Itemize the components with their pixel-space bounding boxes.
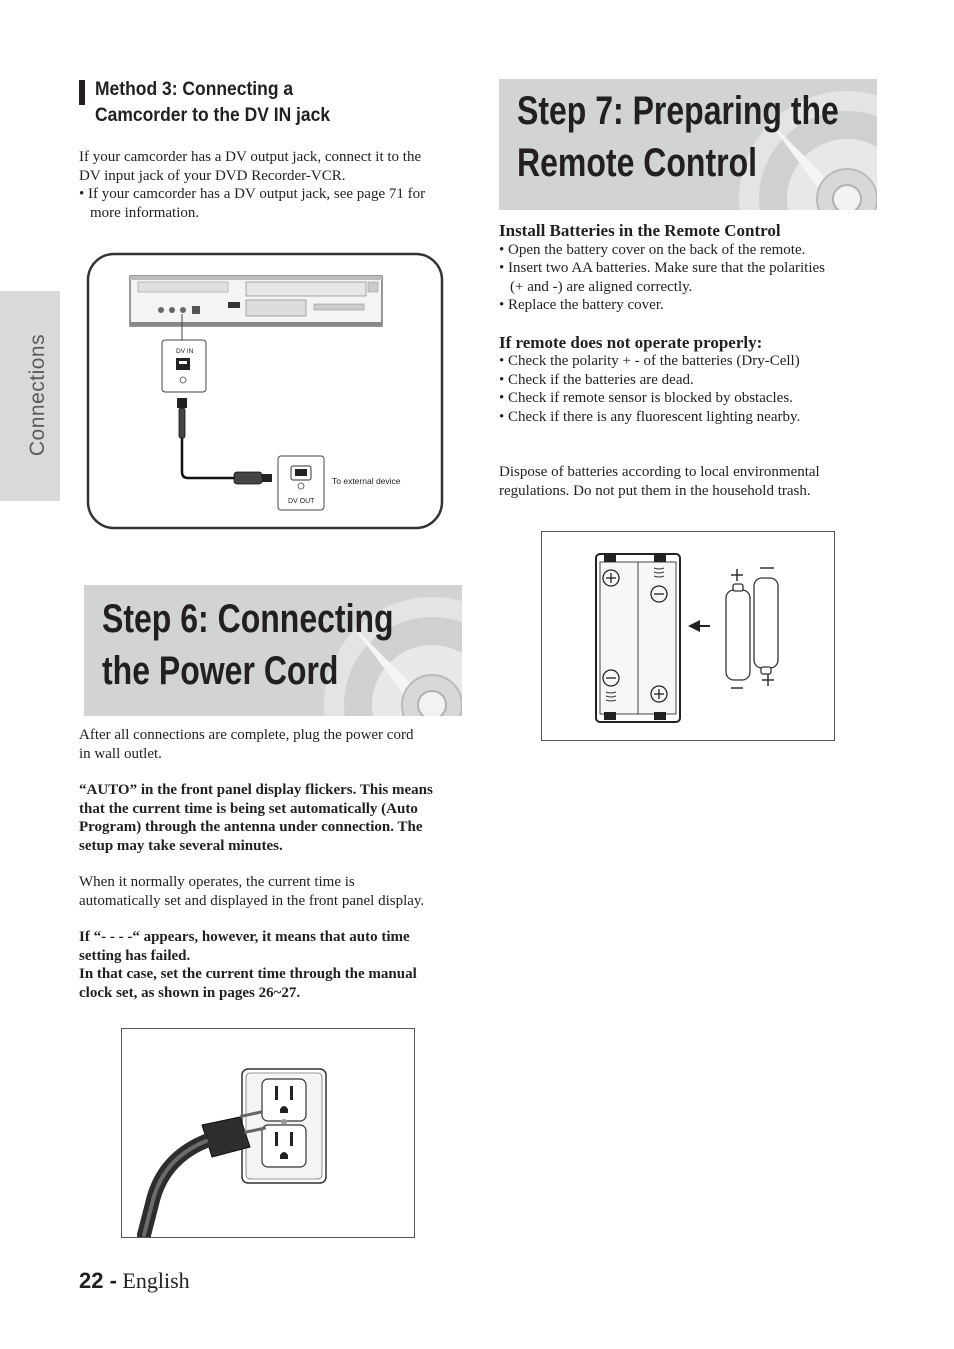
install-heading: Install Batteries in the Remote Control xyxy=(499,221,781,240)
dv-in-label: DV IN xyxy=(176,348,194,355)
step6-p4-line4: clock set, as shown in pages 26~27. xyxy=(79,984,301,1001)
trouble-bullet-4: • Check if there is any fluorescent lighting nearby. xyxy=(499,408,801,425)
step7-title-line1: Step 7: Preparing the xyxy=(517,89,839,133)
heading-bar xyxy=(79,80,85,105)
power-outlet-illustration xyxy=(121,1028,415,1238)
step6-title-line1: Step 6: Connecting xyxy=(102,597,394,641)
method3-title-line2: Camcorder to the DV IN jack xyxy=(95,105,331,126)
step6-p2-line2: that the current time is being set automatically (Auto xyxy=(79,800,418,817)
side-tab-label: Connections xyxy=(26,333,49,457)
step6-p1-line2: in wall outlet. xyxy=(79,745,162,762)
step6-title xyxy=(102,593,394,697)
step6-p2-line1: “AUTO” in the front panel display flickers. This means xyxy=(79,782,433,798)
trouble-bullet-3: • Check if remote sensor is blocked by obstacles. xyxy=(499,390,793,406)
step6-p2-line4: setup may take several minutes. xyxy=(79,837,283,854)
step7-body xyxy=(499,222,859,500)
step6-p4-line3: In that case, set the current time through the manual xyxy=(79,966,417,982)
trouble-bullet-2: • Check if the batteries are dead. xyxy=(499,371,694,388)
step6-p4-line2: setting has failed. xyxy=(79,947,191,964)
step7-title-line2: Remote Control xyxy=(517,141,757,185)
step6-body xyxy=(79,726,464,1002)
step6-p2-line3: Program) through the antenna under connection. The xyxy=(79,819,423,835)
step7-banner xyxy=(499,79,877,210)
dv-diagram-graphic xyxy=(86,252,444,530)
page-number xyxy=(79,1268,190,1294)
outlet-plug-graphic xyxy=(122,1029,414,1237)
battery-illustration xyxy=(541,531,835,741)
method3-bullet-line1: • If your camcorder has a DV output jack, see page 71 for xyxy=(79,186,426,202)
install-bullet-2-cont: (+ and -) are aligned correctly. xyxy=(510,278,693,295)
method3-intro xyxy=(79,148,459,222)
step6-p4-line1: If “- - - -“ appears, however, it means that auto time xyxy=(79,929,410,945)
method3-title-line1: Method 3: Connecting a xyxy=(95,79,294,100)
step6-banner xyxy=(84,585,462,716)
page-number-value: 22 - xyxy=(79,1268,117,1293)
install-bullet-1: • Open the battery cover on the back of the remote. xyxy=(499,241,806,258)
step6-p1-line1: After all connections are complete, plug the power cord xyxy=(79,727,414,743)
step6-p3-line1: When it normally operates, the current time is xyxy=(79,874,355,890)
method3-bullet-line2: more information. xyxy=(90,204,200,221)
trouble-bullet-1: • Check the polarity + - of the batteries (Dry-Cell) xyxy=(499,353,800,369)
install-bullet-2: • Insert two AA batteries. Make sure that the polarities xyxy=(499,260,826,276)
trouble-heading: If remote does not operate properly: xyxy=(499,332,763,352)
dv-out-label: DV OUT xyxy=(288,498,315,505)
step6-p3-line2: automatically set and displayed in the front panel display. xyxy=(79,892,425,909)
step7-title xyxy=(517,85,839,189)
dv-connection-diagram xyxy=(86,252,444,530)
external-device-label: To external device xyxy=(332,476,401,486)
dispose-line2: regulations. Do not put them in the household trash. xyxy=(499,482,811,499)
step6-title-line2: the Power Cord xyxy=(102,649,339,693)
page-language: English xyxy=(122,1268,190,1293)
method3-intro-line2: DV input jack of your DVD Recorder-VCR. xyxy=(79,167,346,184)
method3-title xyxy=(95,77,426,129)
dvd-recorder-vcr-illustration xyxy=(130,276,382,326)
method3-intro-line1: If your camcorder has a DV output jack, connect it to the xyxy=(79,149,422,165)
dispose-line1: Dispose of batteries according to local environmental xyxy=(499,464,820,480)
battery-compartment-graphic xyxy=(542,532,834,740)
install-bullet-3: • Replace the battery cover. xyxy=(499,297,664,313)
